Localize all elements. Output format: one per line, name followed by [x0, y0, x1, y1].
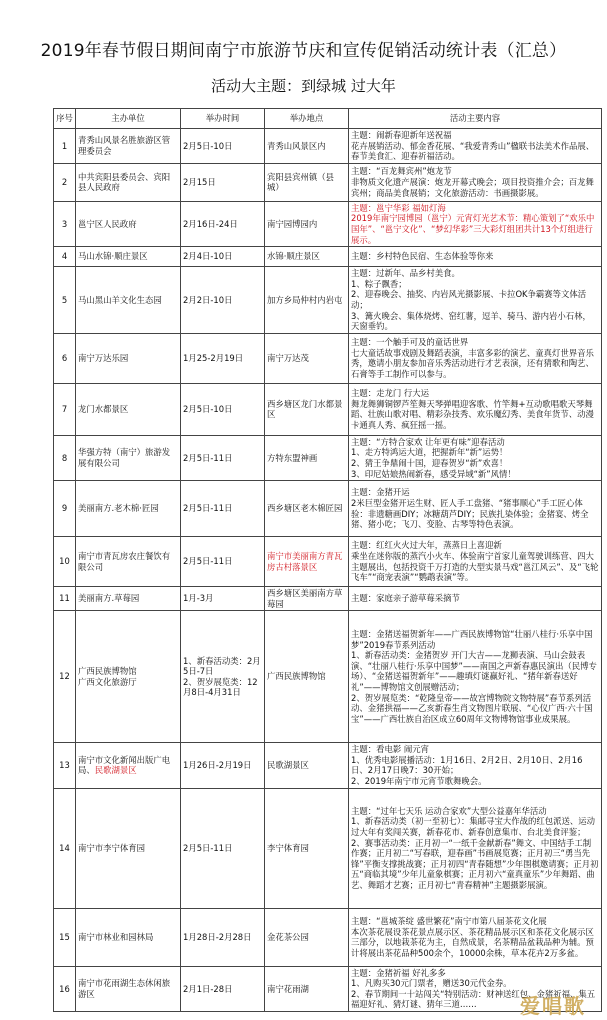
table-row — [54, 267, 602, 334]
place-cell: 南宁花雨湖 — [265, 966, 349, 1011]
time-cell: 2月4日-10日 — [181, 247, 265, 267]
content-cell: 主题：“过年七天乐 运动合家欢”大型公益嘉年华活动 1、新春活动类（初一至初七）：集邮寻宝大作战的红包派送、运动过大年有奖闯关赛，新春花市、新春创意集市、台北美食评鉴； 2、赛事活动类：正月初一“一纸千金献新春”舞文、中国结手工制作赛；正月初二“写春联，迎春画”书画展览赛；正月初三“勇当先锋”平衡支撑挑战赛；正月初四“青春随想”少年围棋邀请赛；正月初五“商临其境”少年儿童象棋赛；正月初六“童真童乐”少年舞蹈、曲艺、舞蹈才艺赛；正月初七“青春精神”主题摄影展演。 — [349, 788, 602, 908]
place-cell: 南宁万达茂 — [265, 333, 349, 383]
place-cell: 加方乡局仲村内岩屯 — [265, 267, 349, 334]
content-cell: 主题：“方特合家欢 让年更有味”迎春活动 1、走方特鸿运大道，把握新年“新”运势！ 2、猜王争鼎闹十国，迎春贺岁“新”欢喜！ 3、印尼姑娘热闹新春，感受异域“新”风情！ — [349, 435, 602, 480]
seq-cell: 8 — [54, 435, 76, 480]
time-cell: 1月-3月 — [181, 587, 265, 611]
place-cell: 西乡塘区美丽南方草莓园 — [265, 587, 349, 611]
content-cell: 主题：闹新春迎新年送祝福 花卉展销活动、郁金香花展、“我爱青秀山”楹联书法美术作品展、春节美食汇、迎春祈福活动。 — [349, 129, 602, 164]
header-time: 举办时间 — [181, 109, 265, 129]
table-row — [54, 383, 602, 435]
time-cell: 2月5日-11日 — [181, 435, 265, 480]
place-cell: 西乡塘区老木棉匠园 — [265, 481, 349, 537]
content-cell: 主题：金猪祈福 好礼多多 1、凡购买30元门票者，赠送30元代金券。 2、春节期间一十站闯关“特别活动：财神送红包、金猪祈福、集五福迎好礼、猜灯谜、猜年三道…… — [349, 966, 602, 1011]
time-cell: 2月5日-11日 — [181, 788, 265, 908]
time-cell: 2月5日-11日 — [181, 537, 265, 587]
header-content: 活动主要内容 — [349, 109, 602, 129]
table-header-row — [54, 109, 602, 129]
table-row — [54, 788, 602, 908]
time-cell: 2月1日-28日 — [181, 966, 265, 1011]
place-cell: 金花茶公园 — [265, 908, 349, 966]
time-cell: 1月26日-2月19日 — [181, 743, 265, 788]
organizer-cell: 南宁市李宁体育园 — [76, 788, 181, 908]
content-cell: 主题：“邕城茶绽 盛世繁花”南宁市第八届茶花文化展 本次茶花展设茶花景点展示区、茶花精品展示区和茶花文化展示区三部分，以地栽茶花为主，自然成景，名茶精品盆栽品种为辅。预计将展出茶花品种500余个，10000余株，草本花卉2万多盆。 — [349, 908, 602, 966]
organizer-cell: 南宁市文化新闻出版广电局、民歌湖景区 — [76, 743, 181, 788]
content-cell: 主题：走龙门 行大运 舞龙舞狮铜锣芦笙舞天琴弹唱迎客歌、竹竿舞+互动歌唱歌天琴舞蹈、壮族山歌对唱、精彩杂技秀、欢乐魔幻秀、美食年货节、动漫卡通真人秀、疯狂摇一摇。 — [349, 383, 602, 435]
seq-cell: 5 — [54, 267, 76, 334]
seq-cell: 6 — [54, 333, 76, 383]
seq-cell: 11 — [54, 587, 76, 611]
table-row — [54, 908, 602, 966]
organizer-cell: 马山水锦·顺庄景区 — [76, 247, 181, 267]
table-row — [54, 611, 602, 743]
organizer-cell: 中共宾阳县委员会、宾阳县人民政府 — [76, 163, 181, 201]
table-row — [54, 743, 602, 788]
table-row — [54, 587, 602, 611]
content-cell: 主题：邕宁华彩 福如灯海 2019年南宁园博园（邕宁）元宵灯光艺术节：精心策划了“欢乐中国年”、“邕宁文化”、“梦幻华彩”三大彩灯组团共计13个灯组进行展示。 — [349, 201, 602, 246]
seq-cell: 9 — [54, 481, 76, 537]
place-cell: 方特东盟神画 — [265, 435, 349, 480]
seq-cell: 13 — [54, 743, 76, 788]
place-cell: 南宁市美丽南方青瓦房古村落景区 — [265, 537, 349, 587]
time-cell: 1、新春活动类：2月5日-7日 2、贺岁展览类：12月8日-4月31日 — [181, 611, 265, 743]
place-cell: 青秀山风景区内 — [265, 129, 349, 164]
table-row — [54, 481, 602, 537]
time-cell: 1月28日-2月28日 — [181, 908, 265, 966]
table-row — [54, 333, 602, 383]
content-cell: 主题：过新年、品乡村美食。 1、粽子飘香； 2、迎春晚会、抽奖、内岩风光摄影展、卡拉OK争霸赛等文体活动； 3、篝火晚会、集体烧烤、窑红薯，逗羊、骑马、游内岩小石林，天窗垂钓。 — [349, 267, 602, 334]
time-cell: 2月15日 — [181, 163, 265, 201]
organizer-cell: 邕宁区人民政府 — [76, 201, 181, 246]
seq-cell: 14 — [54, 788, 76, 908]
organizer-cell: 美丽南方.老木棉·匠园 — [76, 481, 181, 537]
content-cell: 主题：金猪开运 2米巨型金猪开运生财、匠人手工盘猪、“猪事顺心”手工匠心体验：非遗糖画DIY；冰糖葫芦DIY；民族扎染体验；金猪宴、烤全猪、猪小吃；飞刀、变脸、古琴等特色表演。 — [349, 481, 602, 537]
seq-cell: 7 — [54, 383, 76, 435]
seq-cell: 15 — [54, 908, 76, 966]
content-cell: 主题：家庭亲子游草莓采摘节 — [349, 587, 602, 611]
content-cell: 主题：红红火火过大年，蒸蒸日上喜迎新 乘坐在迷你版的蒸汽小火车、体验南宁首家儿童驾驶训练营、四大主题展出，包括投资千万打造的大型实景马戏“邕江风云”、及“飞轮飞车”“商宠表演”“鹦鹉表演”等。 — [349, 537, 602, 587]
table-body — [54, 129, 602, 1012]
table-row — [54, 201, 602, 246]
organizer-cell: 南宁万达乐园 — [76, 333, 181, 383]
time-cell: 2月5日-10日 — [181, 129, 265, 164]
seq-cell: 4 — [54, 247, 76, 267]
table-row — [54, 129, 602, 164]
time-cell: 2月5日-10日 — [181, 383, 265, 435]
seq-cell: 1 — [54, 129, 76, 164]
table-row — [54, 537, 602, 587]
seq-cell: 2 — [54, 163, 76, 201]
page-subtitle: 活动大主题：到绿城 过大年 — [211, 77, 396, 95]
organizer-cell: 南宁市花雨湖生态休闲旅游区 — [76, 966, 181, 1011]
header-seq: 序号 — [54, 109, 76, 129]
header-organizer: 主办单位 — [76, 109, 181, 129]
content-cell: 主题：看电影 闹元宵 1、优秀电影展播活动：1月16日、2月2日、2月10日、2月16日、2月17日晚7：30开始； 2、2019年南宁市元宵节歌舞晚会。 — [349, 743, 602, 788]
activity-table — [53, 108, 602, 1012]
watermark-logo: 爱唱歌 — [520, 994, 586, 1018]
organizer-cell: 马山黑山羊文化生态园 — [76, 267, 181, 334]
place-cell: 水锦·顺庄景区 — [265, 247, 349, 267]
time-cell: 1月25-2月19日 — [181, 333, 265, 383]
seq-cell: 12 — [54, 611, 76, 743]
seq-cell: 16 — [54, 966, 76, 1011]
table-row — [54, 247, 602, 267]
seq-cell: 3 — [54, 201, 76, 246]
place-cell: 李宁体育园 — [265, 788, 349, 908]
place-cell: 宾阳县宾州镇（县城） — [265, 163, 349, 201]
content-cell: 主题：金猪送福贺新年——广西民族博物馆“壮丽八桂行·乐享中国梦”2019春节系列活动 1、新春活动类：金猪贺岁 开门大吉——龙狮表演、马山会鼓表演、“壮丽八桂行·乐享中国梦”——南国之声新春惠民演出（民博专场）、“金猪送福贺新年”——趣填灯谜赢好礼、“猪年新春送好礼”——博物馆文创展赠活动； 2、贺岁展览类：“乾隆皇帝——故宫博物院文物特展”春节系列活动、金猪拱福——乙亥新春生肖文物图片联展、“心仪广西·六十国宝”——广西壮族自治区成立60周年文物博物馆事业成果展。 — [349, 611, 602, 743]
header-place: 举办地点 — [265, 109, 349, 129]
page-title: 2019年春节假日期间南宁市旅游节庆和宣传促销活动统计表（汇总） — [40, 41, 567, 61]
organizer-cell: 广西民族博物馆 广西文化旅游厅 — [76, 611, 181, 743]
time-cell: 2月5日-11日 — [181, 481, 265, 537]
organizer-cell: 华强方特（南宁）旅游发展有限公司 — [76, 435, 181, 480]
time-cell: 2月16日-24日 — [181, 201, 265, 246]
organizer-cell: 南宁市林业和园林局 — [76, 908, 181, 966]
seq-cell: 10 — [54, 537, 76, 587]
time-cell: 2月2日-10日 — [181, 267, 265, 334]
content-cell: 主题：“百龙舞宾州”炮龙节 非物质文化遗产展演：炮龙开幕式晚会；项目投资推介会；百龙舞宾州；商品美食展销；文化旅游活动：书画摄影展。 — [349, 163, 602, 201]
organizer-cell: 美丽南方.草莓园 — [76, 587, 181, 611]
highlight-text: 民歌湖景区 — [94, 765, 137, 776]
organizer-cell: 龙门水都景区 — [76, 383, 181, 435]
organizer-cell: 青秀山风景名胜旅游区管理委员会 — [76, 129, 181, 164]
place-cell: 民歌湖景区 — [265, 743, 349, 788]
table-row — [54, 435, 602, 480]
organizer-cell: 南宁市青瓦房农庄餐饮有限公司 — [76, 537, 181, 587]
content-cell: 主题：一个触手可及的童话世界 七大童话故事戏剧及舞蹈表演，丰富多彩的演艺、童真灯世界音乐秀，邀请小朋友参加音乐秀活动进行才艺表演，还有猜歌和陶艺、石膏等手工制作可以参与。 — [349, 333, 602, 383]
place-cell: 南宁园博园内 — [265, 201, 349, 246]
place-cell: 西乡塘区龙门水都景区 — [265, 383, 349, 435]
content-cell: 主题：乡村特色民宿、生态体验等你来 — [349, 247, 602, 267]
place-cell: 广西民族博物馆 — [265, 611, 349, 743]
table-row — [54, 163, 602, 201]
